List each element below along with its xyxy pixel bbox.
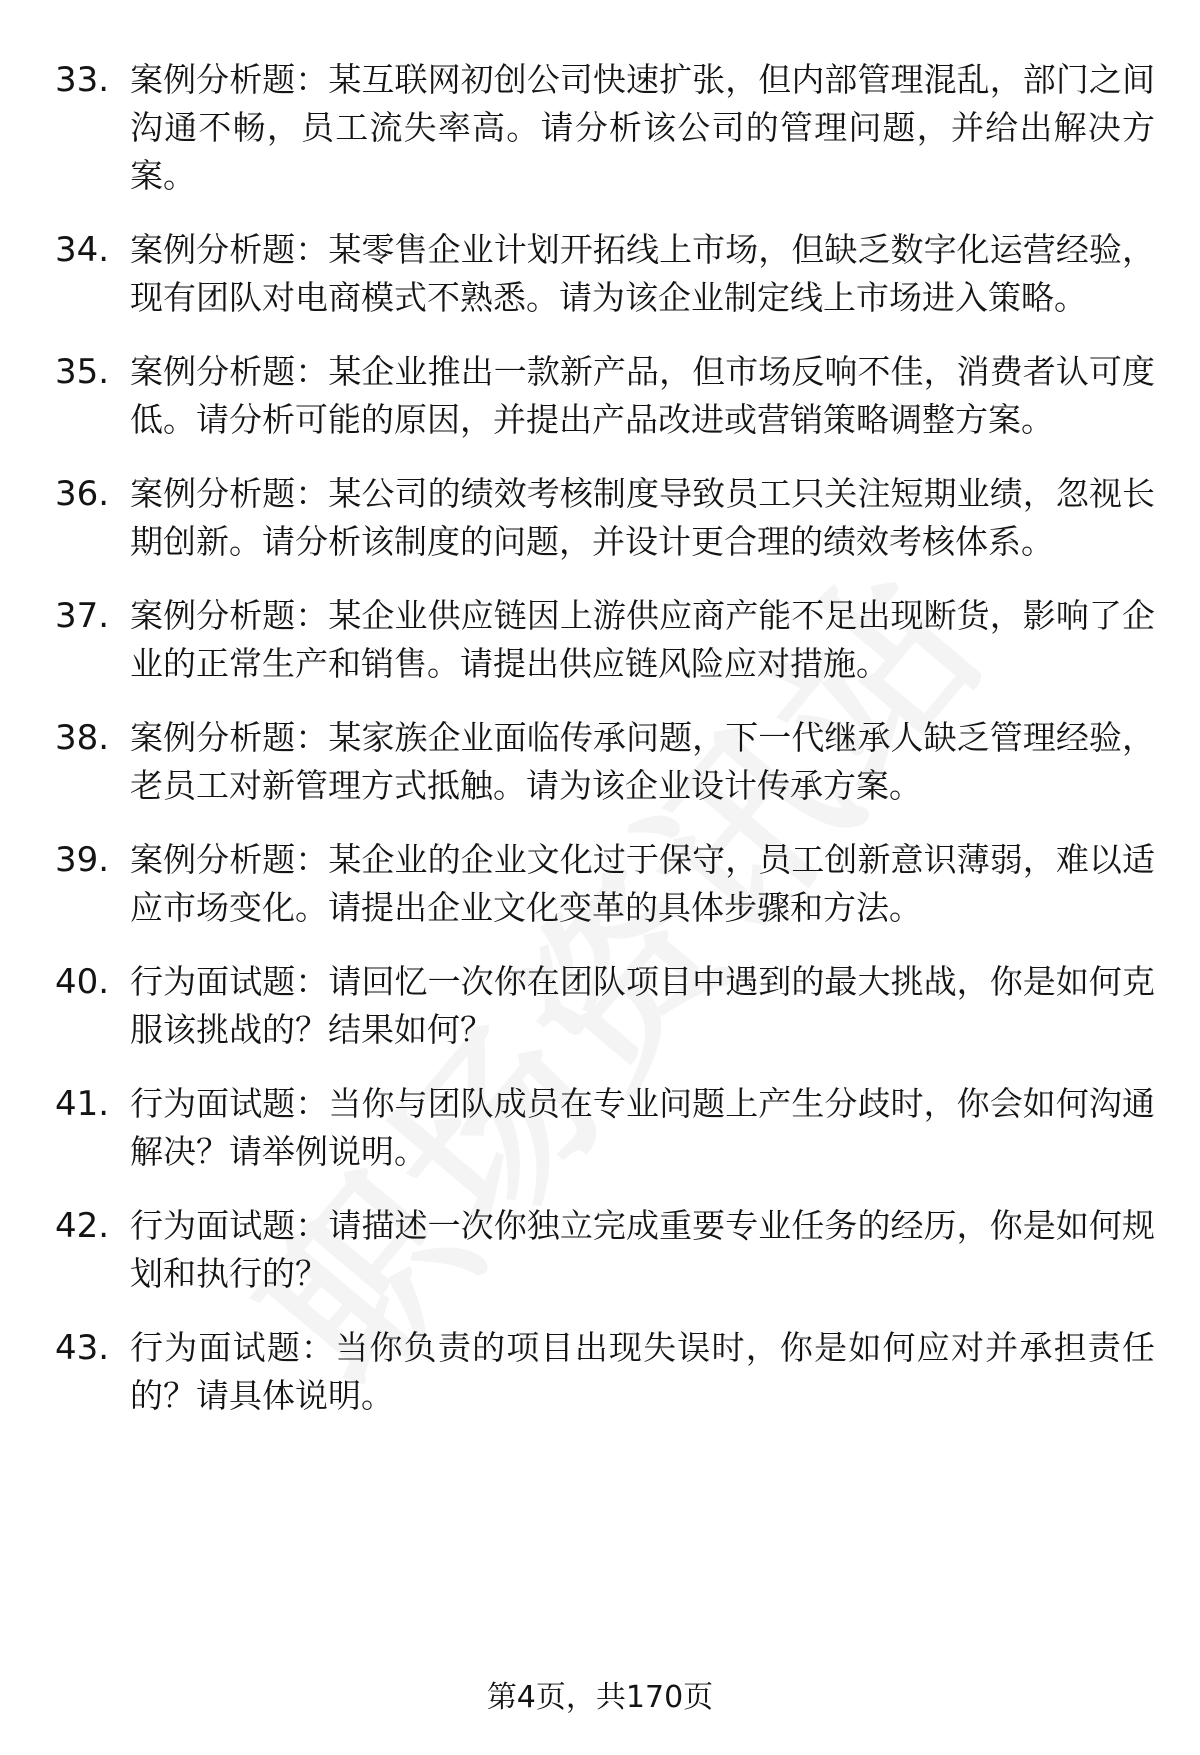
question-item (55, 226, 1155, 322)
question-number: 42. (55, 1206, 110, 1246)
page-footer: 第4页，共170页 (486, 1680, 714, 1715)
question-item (55, 836, 1155, 932)
question-item (55, 958, 1155, 1054)
question-list (55, 56, 1155, 1420)
question-number: 34. (55, 230, 110, 270)
question-item (55, 1202, 1155, 1298)
question-number: 39. (55, 840, 110, 880)
question-item (55, 470, 1155, 566)
question-text: 案例分析题：某互联网初创公司快速扩张，但内部管理混乱，部门之间沟通不畅，员工流失率高。请分析该公司的管理问题，并给出解决方案。 (130, 60, 1155, 195)
question-text: 案例分析题：某零售企业计划开拓线上市场，但缺乏数字化运营经验，现有团队对电商模式不熟悉。请为该企业制定线上市场进入策略。 (130, 230, 1155, 317)
question-item (55, 714, 1155, 810)
question-number: 43. (55, 1328, 110, 1368)
question-text: 案例分析题：某家族企业面临传承问题，下一代继承人缺乏管理经验，老员工对新管理方式抵触。请为该企业设计传承方案。 (130, 718, 1155, 805)
question-text: 行为面试题：当你与团队成员在专业问题上产生分歧时，你会如何沟通解决？请举例说明。 (130, 1084, 1155, 1171)
question-number: 36. (55, 474, 110, 514)
question-text: 案例分析题：某企业供应链因上游供应商产能不足出现断货，影响了企业的正常生产和销售。请提出供应链风险应对措施。 (130, 596, 1155, 683)
question-text: 行为面试题：当你负责的项目出现失误时，你是如何应对并承担责任的？请具体说明。 (130, 1328, 1155, 1415)
question-item (55, 348, 1155, 444)
question-text: 案例分析题：某公司的绩效考核制度导致员工只关注短期业绩，忽视长期创新。请分析该制度的问题，并设计更合理的绩效考核体系。 (130, 474, 1155, 561)
question-item (55, 592, 1155, 688)
question-text: 案例分析题：某企业推出一款新产品，但市场反响不佳，消费者认可度低。请分析可能的原因，并提出产品改进或营销策略调整方案。 (130, 352, 1155, 439)
question-item (55, 1080, 1155, 1176)
question-number: 40. (55, 962, 110, 1002)
question-text: 行为面试题：请回忆一次你在团队项目中遇到的最大挑战，你是如何克服该挑战的？结果如何？ (130, 962, 1155, 1049)
question-item (55, 1324, 1155, 1420)
question-number: 37. (55, 596, 110, 636)
question-item (55, 56, 1155, 200)
question-text: 行为面试题：请描述一次你独立完成重要专业任务的经历，你是如何规划和执行的？ (130, 1206, 1155, 1293)
question-number: 33. (55, 60, 110, 100)
question-number: 35. (55, 352, 110, 392)
question-number: 41. (55, 1084, 110, 1124)
question-number: 38. (55, 718, 110, 758)
question-text: 案例分析题：某企业的企业文化过于保守，员工创新意识薄弱，难以适应市场变化。请提出企业文化变革的具体步骤和方法。 (130, 840, 1155, 927)
